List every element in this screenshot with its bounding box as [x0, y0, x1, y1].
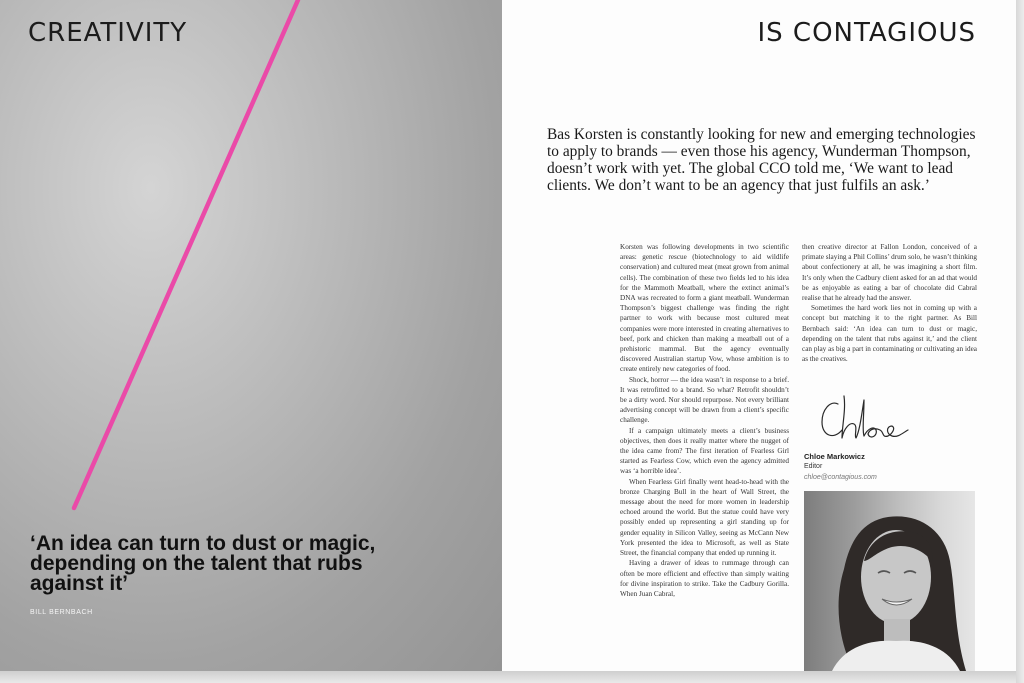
paragraph: Sometimes the hard work lies not in coming up with a concept but matching it to the right partner. As Bill Bernbach said: ‘An idea can turn to dust or magic, depending on the talent that rubs against it,’ and the client can play as big a part in contaminating or cultivating an idea as the creatives. — [802, 304, 977, 364]
left-page — [0, 0, 502, 671]
paragraph: Shock, horror — the idea wasn’t in response to a brief. It was retrofitted to a brand. So what? Retrofit shouldn’t be a dirty word. Nor should repurpose. Not every brilliant advertising concept will be drawn from a client’s specific challenge. — [620, 375, 789, 425]
editor-role: Editor — [804, 463, 823, 470]
page-title-right: IS CONTAGIOUS — [757, 18, 976, 48]
article-column-1 — [620, 242, 789, 599]
editor-name: Chloe Markowicz — [804, 452, 865, 461]
standfirst: Bas Korsten is constantly looking for new and emerging technologies to apply to brands — even those his agency, Wunderman Thompson, doesn’t work with yet. The global CCO told me, ‘We want to lead clients. We don’t want to be an agency that just fulfils an ask.’ — [547, 126, 976, 194]
right-page — [502, 0, 1016, 671]
editor-email: chloe@contagious.com — [804, 474, 877, 481]
paragraph: Korsten was following developments in two scientific areas: genetic rescue (biotechnology to aid wildlife conservation) and cultured meat (meat grown from animal cells). The combination of these two fields led to his idea for the Mammoth Meatball, where the extinct animal’s DNA was recreated to form a giant meatball. Wunderman Thompson’s biggest challenge was finding the right partner to work with because most cultured meat companies were more interested in creating alternatives to beef, pork and chicken than making a meatball out of a prehistoric mammal. But the agency eventually discovered Australian startup Vow, whose ambition is to create entirely new categories of food. — [620, 243, 789, 374]
page-edge — [1016, 0, 1024, 683]
paragraph: When Fearless Girl finally went head-to-head with the bronze Charging Bull in the heart of Wall Street, the message about the need for more women in leadership echoed around the world. But the statue could have very possibly ended up representing a girl standing up for gender equality in Silicon Valley, seeing as McCann New York presented the idea to Microsoft, as well as State Street, the financial company that ended up running it. — [620, 477, 789, 558]
editor-signature — [816, 392, 916, 448]
page-title-left: CREATIVITY — [28, 18, 188, 48]
portrait-illustration — [804, 491, 975, 671]
paragraph: then creative director at Fallon London, conceived of a primate slaying a Phil Collins’ drum solo, he wasn’t thinking about confectionery at all, he was imagining a short film. It’s only when the Cadbury client asked for an ad that would be as enjoyable as eating a bar of chocolate did Cabral realise that he already had the answer. — [802, 243, 978, 303]
paragraph: If a campaign ultimately meets a client’s business objectives, then does it really matter where the nugget of the idea came from? The first iteration of Fearless Girl started as Fearless Cow, which even the agency admitted was ‘a horrible idea’. — [620, 426, 789, 476]
quote-author: BILL BERNBACH — [30, 609, 93, 616]
editor-portrait-photo — [804, 491, 975, 671]
paragraph: Having a drawer of ideas to rummage through can often be more efficient and effective than simply waiting for divine inspiration to strike. Take the Cadbury Gorilla. When Juan Cabral, — [620, 559, 789, 598]
pull-quote: ‘An idea can turn to dust or magic, depending on the talent that rubs against it’ — [30, 532, 376, 595]
page-shadow — [0, 671, 1016, 683]
article-column-2 — [802, 242, 977, 364]
